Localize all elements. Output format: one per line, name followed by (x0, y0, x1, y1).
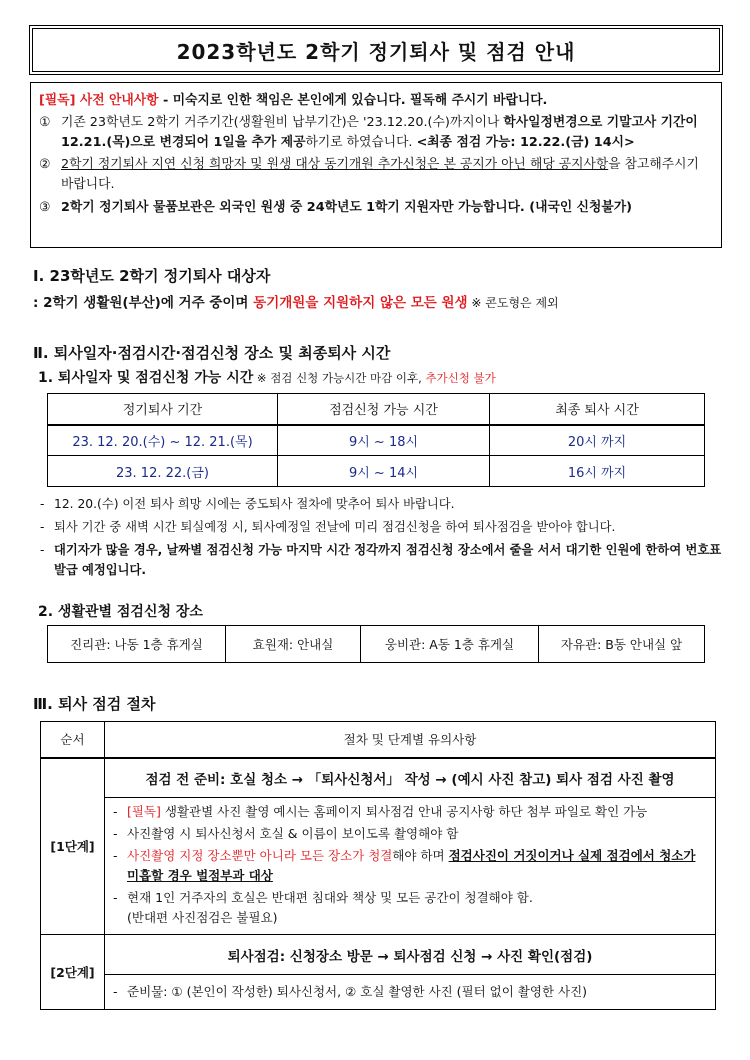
table-row (41, 758, 716, 798)
place-table (47, 625, 705, 663)
section1-title: Ⅰ. 23학년도 2학기 정기퇴사 대상자 (33, 267, 271, 285)
sub2-title: 2. 생활관별 점검신청 장소 (38, 604, 203, 620)
notice-tag: [필독] 사전 안내사항 (39, 93, 159, 108)
table-header: 점검신청 가능 시간 (278, 394, 490, 425)
table-cell: 웅비관: A동 1층 휴게실 (361, 626, 539, 663)
list-item-sub: (반대편 사진점검은 불필요) (127, 910, 278, 925)
notice-tag-tail: - 미숙지로 인한 책임은 본인에게 있습니다. 필독해 주시기 바랍니다. (158, 93, 548, 108)
notice-item: ① 기존 23학년도 2학기 거주기간(생활원비 납부기간)은 '23.12.20.(수)까지이나 학사일정변경으로 기말고사 기간이 12.21.(목)으로 변경되어 1일을 추가 제공하기로 하였습니다. <최종 점검 가능: 12.22.(금) 14시> (39, 114, 698, 150)
step2-label: [2단계] (41, 935, 105, 1010)
table-row (41, 798, 716, 935)
table-header-row (48, 394, 705, 425)
table-cell: 9시 ~ 14시 (278, 456, 490, 487)
section3-title: Ⅲ. 퇴사 점검 절차 (33, 695, 156, 713)
table-cell: 자유관: B동 안내실 앞 (539, 626, 705, 663)
table-cell: 진리관: 나동 1층 휴게실 (48, 626, 226, 663)
list-item: - 대기자가 많을 경우, 날짜별 점검신청 가능 마지막 시간 정각까지 점검신청 장소에서 줄을 서서 대기한 인원에 한하여 번호표 발급 예정입니다. (40, 542, 722, 577)
sub1-title: 1. 퇴사일자 및 점검신청 가능 시간 ※ 점검 신청 가능시간 마감 이후, 추가신청 불가 (38, 370, 496, 386)
notice-box (30, 82, 722, 248)
step2-body (105, 975, 716, 1010)
list-item: - 사진촬영 지정 장소뿐만 아니라 모든 장소가 청결해야 하며 점검사진이 거짓이거나 실제 점검에서 청소가 미흡할 경우 벌점부과 대상 (113, 848, 696, 883)
list-item: - 사진촬영 시 퇴사신청서 호실 & 이름이 보이도록 촬영해야 함 (113, 826, 459, 841)
table-row (48, 626, 705, 663)
table-cell: 9시 ~ 18시 (278, 425, 490, 456)
notes-list (40, 495, 730, 584)
notice-head (39, 91, 713, 111)
table-row (48, 456, 705, 487)
table-cell: 16시 까지 (490, 456, 705, 487)
list-item: - 12. 20.(수) 이전 퇴사 희망 시에는 중도퇴사 절차에 맞추어 퇴사 바랍니다. (40, 497, 455, 511)
table-cell: 23. 12. 22.(금) (48, 456, 278, 487)
step1-body (105, 798, 716, 935)
list-item: - [필독] 생활관별 사진 촬영 예시는 홈페이지 퇴사점검 안내 공지사항 하단 첨부 파일로 확인 가능 (113, 804, 648, 819)
table-header: 순서 (41, 722, 105, 758)
table-header: 절차 및 단계별 유의사항 (105, 722, 716, 758)
table-cell: 효원재: 안내실 (226, 626, 361, 663)
table-row (48, 425, 705, 456)
list-item: - 현재 1인 거주자의 호실은 반대편 침대와 책상 및 모든 공간이 청결해야 함. (113, 890, 533, 905)
page-title: 2023학년도 2학기 정기퇴사 및 점검 안내 (32, 28, 720, 72)
notice-item: ③ 2학기 정기퇴사 물품보관은 외국인 원생 중 24학년도 1학기 지원자만 가능합니다. (내국인 신청불가) (39, 200, 632, 216)
step2-head: 퇴사점검: 신청장소 방문 → 퇴사점검 신청 → 사진 확인(점검) (105, 935, 716, 975)
procedure-table (40, 721, 716, 1010)
target-line: : 2학기 생활원(부산)에 거주 중이며 동기개원을 지원하지 않은 모든 원생 ※ 콘도형은 제외 (33, 295, 559, 311)
table-row (41, 975, 716, 1010)
section2-title: Ⅱ. 퇴사일자·점검시간·점검신청 장소 및 최종퇴사 시간 (33, 344, 391, 362)
table-header: 정기퇴사 기간 (48, 394, 278, 425)
notice-item: ② 2학기 정기퇴사 지연 신청 희망자 및 원생 대상 동기개원 추가신청은 본 공지가 아닌 해당 공지사항을 참고해주시기 바랍니다. (39, 157, 699, 193)
table-row (41, 935, 716, 975)
step1-label: [1단계] (41, 758, 105, 935)
period-table (47, 393, 705, 487)
list-item: - 퇴사 기간 중 새벽 시간 퇴실예정 시, 퇴사예정일 전날에 미리 점검신청을 하여 퇴사점검을 받아야 합니다. (40, 519, 616, 534)
table-cell: 20시 까지 (490, 425, 705, 456)
table-header: 최종 퇴사 시간 (490, 394, 705, 425)
step1-head: 점검 전 준비: 호실 청소 → 「퇴사신청서」 작성 → (예시 사진 참고) 퇴사 점검 사진 촬영 (105, 758, 716, 798)
list-item: - 준비물: ① (본인이 작성한) 퇴사신청서, ② 호실 촬영한 사진 (필터 없이 촬영한 사진) (113, 984, 588, 999)
table-header-row (41, 722, 716, 758)
table-cell: 23. 12. 20.(수) ~ 12. 21.(목) (48, 425, 278, 456)
